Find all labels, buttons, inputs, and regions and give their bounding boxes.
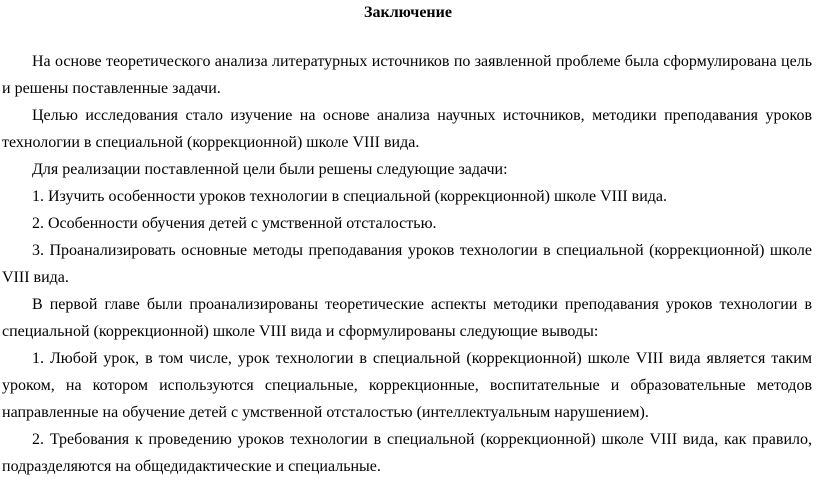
paragraph: Для реализации поставленной цели были решены следующие задачи: — [32, 161, 508, 178]
paragraph: На основе теоретического анализа литературных источников по заявленной проблеме была сформулирована цель и решены поставленные задачи. — [2, 53, 812, 97]
document-title: Заключение — [364, 4, 452, 21]
list-item: 2. Требования к проведению уроков технологии в специальной (коррекционной) школе VIII вида, как правило, подразделяются на общедидактические и специальные. — [2, 431, 812, 475]
list-item: 1. Любой урок, в том числе, урок технологии в специальной (коррекционной) школе VIII вида является таким уроком, на котором используются специальные, коррекционные, воспитательные и образовательные методов направленные на обучение детей с умственной отсталостью (интеллектуальным нарушением). — [2, 350, 812, 421]
paragraph: Целью исследования стало изучение на основе анализа научных источников, методики преподавания уроков технологии в специальной (коррекционной) школе VIII вида. — [2, 107, 812, 151]
list-item: 2. Особенности обучения детей с умственной отсталостью. — [32, 215, 437, 232]
paragraph: В первой главе были проанализированы теоретические аспекты методики преподавания уроков технологии в специальной (коррекционной) школе VIII вида и сформулированы следующие выводы: — [2, 296, 812, 340]
list-item: 1. Изучить особенности уроков технологии в специальной (коррекционной) школе VIII вида. — [32, 188, 668, 205]
list-item: 3. Проанализировать основные методы преподавания уроков технологии в специальной (коррекционной) школе VIII вида. — [2, 242, 812, 286]
document-body — [2, 48, 812, 480]
